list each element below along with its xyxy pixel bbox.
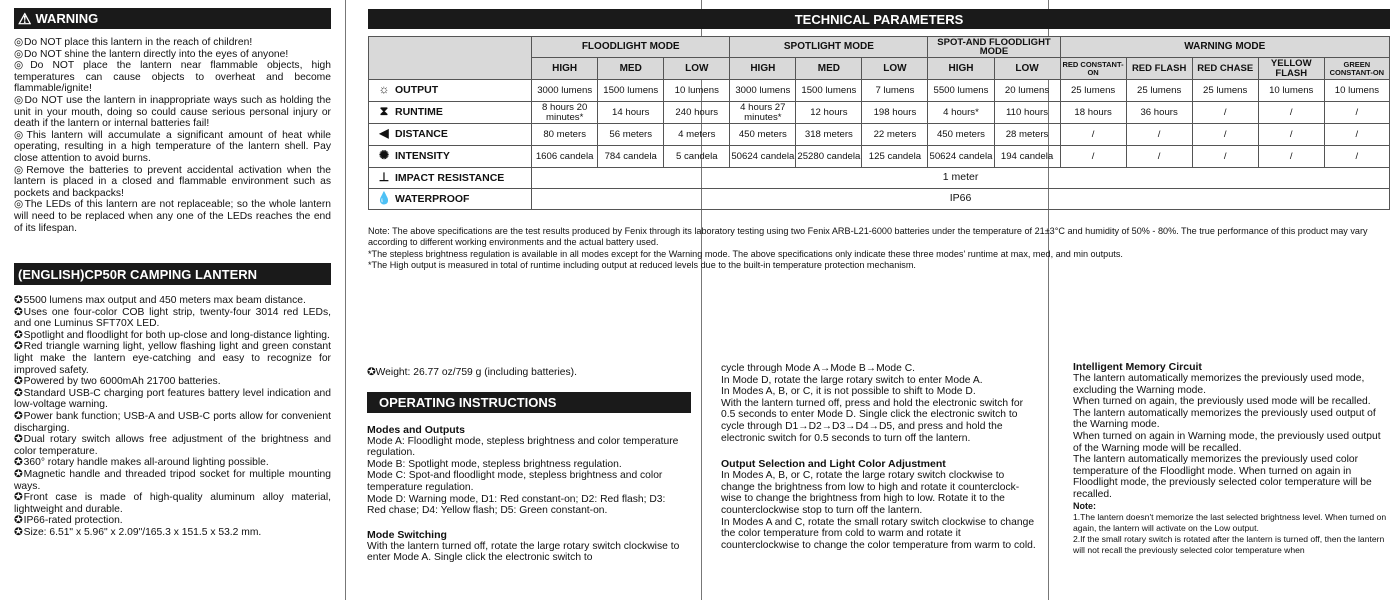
spec-cell: / [1192,124,1258,146]
impact-icon: ⊥ [378,169,390,184]
memory-note: 2.If the small rotary switch is rotated after the lantern is turned off, then the lantern will not recall the previously selected color temperature when [1073,534,1385,556]
warning-item: ◎ Do NOT shine the lantern directly into the eyes of anyone! [14,49,331,61]
spec-cell: 22 meters [862,124,928,146]
spec-cell: 3000 lumens [730,80,796,102]
spec-cell: 1500 lumens [796,80,862,102]
memory-note-label: Note: [1073,500,1096,511]
switching-line: In Modes A, B, or C, it is not possible to shift to Mode D. [721,386,976,398]
output-line: In Modes A, B, or C, rotate the large rotary switch clockwise to change the brightness from low to high and rotate it counterclock-wise to change the brightness from high to low. Rotate it to the counterclockwise stop to turn off the lantern. [721,470,1020,516]
memory-column [1073,361,1391,556]
memory-line: When turned on again in Warning mode, the previously used output of the Warning mode will be recalled. [1073,430,1381,454]
warning-header [14,8,331,29]
sun-icon: ☼ [378,82,390,97]
spec-cell: / [1324,102,1389,124]
feature-item: ✪ 5500 lumens max output and 450 meters max beam distance. [14,295,331,307]
feature-item: ✪ Standard USB-C charging port features battery level indication and low-voltage warning. [14,388,331,411]
feature-item: ✪ Power bank function; USB-A and USB-C ports allow for convenient discharging. [14,411,331,434]
operating-column-2 [721,363,1039,551]
spec-cell: / [1126,146,1192,168]
spec-cell: / [1192,146,1258,168]
spec-cell: 4 hours 27 minutes* [730,102,796,124]
spec-row-label: INTENSITY [395,150,450,163]
level-header: MED [796,58,862,80]
warning-triangle-icon: ⚠ [18,10,32,28]
spec-cell: 25 lumens [1192,80,1258,102]
spec-row-label-cell [369,80,532,102]
mode-line: Mode D: Warning mode, D1: Red constant-on; D2: Red flash; D3: Red chase; D4: Yellow flash; D5: Green constant-on. [367,493,666,517]
operating-header [367,392,691,413]
spec-cell: 10 lumens [1324,80,1389,102]
level-header: LOW [994,58,1060,80]
waterproof-label-cell [369,189,532,210]
product-header [14,263,331,285]
feature-item: ✪ Dual rotary switch allows free adjustment of the brightness and color temperature. [14,434,331,457]
memory-line: The lantern automatically memorizes the previously used mode, excluding the Warning mode. [1073,373,1365,396]
feature-item: ✪ Size: 6.51" x 5.96" x 2.09"/165.3 x 151.5 x 53.2 mm. [14,527,331,539]
spec-cell: 240 hours [664,102,730,124]
spec-row-output [369,80,1390,102]
warning-title: WARNING [35,11,99,26]
tech-title: TECHNICAL PARAMETERS [794,11,964,27]
spec-cell: / [1324,146,1389,168]
spec-cell: / [1060,124,1126,146]
level-header: RED FLASH [1126,58,1192,80]
spec-cell: 4 meters [664,124,730,146]
group-header: WARNING MODE [1060,37,1389,58]
feature-item: ✪ 360° rotary handle makes all-around lighting possible. [14,457,331,469]
weight-text: ✪Weight: 26.77 oz/759 g (including batteries). [367,367,577,378]
level-header: LOW [862,58,928,80]
operating-column-1 [367,367,685,564]
warning-item: ◎ This lantern will accumulate a significant amount of heat while operating, resulting in a high temperature of the lantern shell. Pay close attention to avoid burns. [14,130,331,165]
spec-cell: 194 candela [994,146,1060,168]
spec-row-label: OUTPUT [395,84,439,97]
memory-line: The lantern automatically memorizes the previously used output of the Warning mode. [1073,407,1376,431]
level-header: RED CHASE [1192,58,1258,80]
group-header: FLOODLIGHT MODE [532,37,730,58]
spec-row-label: DISTANCE [395,128,448,141]
waterproof-label: WATERPROOF [395,192,470,205]
impact-value: 1 meter [532,168,1390,189]
spec-cell: / [1258,102,1324,124]
spec-row-intensity [369,146,1390,168]
tech-table [368,36,1390,210]
spec-cell: / [1192,102,1258,124]
spec-cell: 18 hours [1060,102,1126,124]
tech-header [368,9,1390,29]
spec-cell: 25 lumens [1126,80,1192,102]
feature-list [14,295,331,538]
warning-list [14,37,331,234]
product-title: (ENGLISH)CP50R CAMPING LANTERN [18,266,258,282]
spec-cell: / [1258,146,1324,168]
memory-heading: Intelligent Memory Circuit [1073,361,1202,373]
level-header: GREEN CONSTANT-ON [1324,58,1389,80]
spec-cell: 25280 candela [796,146,862,168]
level-header: HIGH [730,58,796,80]
group-header: SPOT-AND FLOODLIGHT MODE [928,37,1060,58]
beam-icon: ◀ [379,126,389,141]
spec-row-label-cell [369,124,532,146]
switching-line: cycle through Mode A→Mode B→Mode C. [721,363,916,374]
memory-note: 1.The lantern doesn't memorize the last selected brightness level. When turned on again, the lantern will activate on the Low output. [1073,512,1387,534]
spec-row-label-cell [369,102,532,124]
spec-rows [369,80,1390,168]
feature-item: ✪ Front case is made of high-quality aluminum alloy material, lightweight and durable. [14,492,331,515]
spec-cell: 4 hours* [928,102,994,124]
spec-cell: 1500 lumens [598,80,664,102]
output-line: In Modes A and C, rotate the small rotary switch clockwise to change the color temperature from cold to warm and rotate it counterclockwise to change the color temperature from warm to cold. [721,516,1036,551]
spec-cell: 5500 lumens [928,80,994,102]
feature-item: ✪ Powered by two 6000mAh 21700 batteries. [14,376,331,388]
spec-cell: 110 hours [994,102,1060,124]
switching-heading: Mode Switching [367,528,447,541]
spec-cell: / [1324,124,1389,146]
switching-line: With the lantern turned off, press and hold the electronic switch for 0.5 seconds to enter Mode D. Single click the electronic switch to cycle through D1→D2→D3→D4→D5, and press and hold the electronic switch for 0.5 seconds to turn off the lantern. [721,397,1024,444]
spec-cell: 25 lumens [1060,80,1126,102]
spec-cell: / [1126,124,1192,146]
operating-title: OPERATING INSTRUCTIONS [379,394,557,410]
spec-row-label: RUNTIME [395,106,443,119]
spec-cell: 318 meters [796,124,862,146]
spec-cell: 36 hours [1126,102,1192,124]
tech-notes [368,226,1392,272]
modes-heading: Modes and Outputs [367,423,465,436]
spec-cell: 50624 candela [928,146,994,168]
warning-item: ◎ Remove the batteries to prevent accidental activation when the lantern is placed in a closed and flammable environment such as pockets and backpacks! [14,165,331,200]
feature-item: ✪ Uses one four-color COB light strip, twenty-four 3014 red LEDs, and one Luminus SFT70X LED. [14,307,331,330]
spec-cell: 3000 lumens [532,80,598,102]
spec-cell: 50624 candela [730,146,796,168]
spec-cell: 198 hours [862,102,928,124]
switching-text: With the lantern turned off, rotate the large rotary switch clockwise to enter Mode A. Single click the electronic switch to [367,540,680,564]
spec-cell: 125 candela [862,146,928,168]
feature-item: ✪ Spotlight and floodlight for both up-close and long-distance lighting. [14,330,331,342]
spec-cell: 5 candela [664,146,730,168]
spec-row-runtime [369,102,1390,124]
feature-item: ✪ Red triangle warning light, yellow flashing light and green constant light make the lantern eye-catching and easy to recognize for improved safety. [14,341,331,376]
memory-line: The lantern automatically memorizes the previously used color temperature of the Floodlight mode. When turned on again in Floodlight mode, the previously selected color temperature will be recalled. [1073,454,1372,500]
tech-note: *The High output is measured in total of runtime including output at reduced levels due to the built-in temperature protection mechanism. [368,260,916,271]
spec-cell: 56 meters [598,124,664,146]
impact-label-cell [369,168,532,189]
output-heading: Output Selection and Light Color Adjustment [721,458,946,471]
warning-item: ◎ Do NOT place the lantern near flammable objects, high temperatures can cause objects to overheat and become flammable/ignite! [14,60,331,95]
spec-cell: / [1258,124,1324,146]
feature-item: ✪ Magnetic handle and threaded tripod socket for multiple mounting ways. [14,469,331,492]
drops-icon: 💧 [376,190,392,205]
spec-cell: 10 lumens [1258,80,1324,102]
intensity-icon: ✺ [378,148,390,163]
spec-cell: 80 meters [532,124,598,146]
warning-item: ◎ Do NOT place this lantern in the reach of children! [14,37,331,49]
level-header: MED [598,58,664,80]
left-column [14,0,331,600]
level-header: LOW [664,58,730,80]
level-header: YELLOW FLASH [1258,58,1324,80]
warning-item: ◎ Do NOT use the lantern in inappropriate ways such as holding the unit in your mouth, doing so could cause serious personal injury or death if the lantern or internal batteries fail! [14,95,331,130]
mode-line: Mode B: Spotlight mode, stepless brightness regulation. [367,458,622,470]
feature-item: ✪ IP66-rated protection. [14,515,331,527]
warning-item: ◎ The LEDs of this lantern are not replaceable; so the whole lantern will need to be replaced when any one of the LEDs reaches the end of its lifespan. [14,199,331,234]
spec-cell: 450 meters [730,124,796,146]
spec-row-distance [369,124,1390,146]
impact-label: IMPACT RESISTANCE [395,171,505,184]
tech-note: Note: The above specifications are the test results produced by Fenix through its laboratory testing using two Fenix ARB-L21-6000 batteries under the temperature of 21±3°C and humidity of 50% - 80%. The true performance of this product may vary according to different working environments and the actual battery used. [368,226,1368,248]
table-corner [369,37,532,80]
spec-cell: 20 lumens [994,80,1060,102]
spec-cell: 12 hours [796,102,862,124]
spec-cell: 7 lumens [862,80,928,102]
spec-row-label-cell [369,146,532,168]
spec-cell: 10 lumens [664,80,730,102]
mode-line: Mode A: Floodlight mode, stepless brightness and color temperature regulation. [367,435,679,459]
waterproof-value: IP66 [532,189,1390,210]
spec-cell: 14 hours [598,102,664,124]
level-header: HIGH [928,58,994,80]
hourglass-icon: ⧗ [379,104,389,119]
spec-cell: 784 candela [598,146,664,168]
mode-line: Mode C: Spot-and floodlight mode, stepless brightness and color temperature regulation. [367,470,663,493]
memory-line: When turned on again, the previously used mode will be recalled. [1073,396,1371,408]
level-header: HIGH [532,58,598,80]
level-header: RED CONSTANT-ON [1060,58,1126,80]
spec-cell: / [1060,146,1126,168]
page-divider-left [345,0,346,600]
spec-cell: 450 meters [928,124,994,146]
spec-cell: 1606 candela [532,146,598,168]
spec-cell: 28 meters [994,124,1060,146]
spec-cell: 8 hours 20 minutes* [532,102,598,124]
group-header: SPOTLIGHT MODE [730,37,928,58]
tech-note: *The stepless brightness regulation is available in all modes except for the Warning mode. The above specifications only indicate these three modes' runtime at max, med, and min outputs. [368,248,1123,259]
switching-line: In Mode D, rotate the large rotary switch to enter Mode A. [721,374,983,386]
